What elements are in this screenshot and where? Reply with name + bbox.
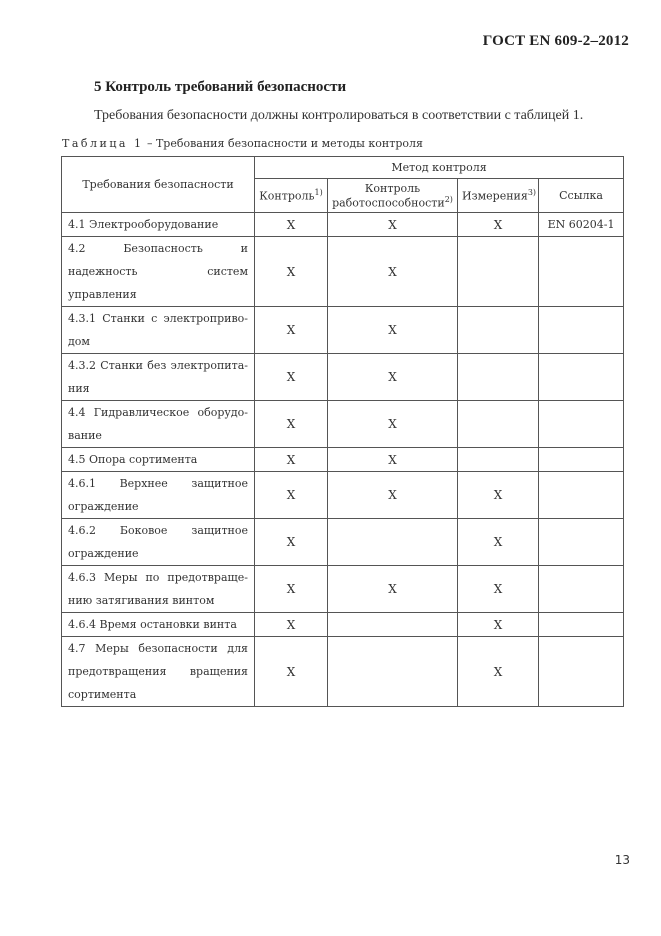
cell-performance: X — [328, 354, 458, 401]
cell-requirement: 4.3.1 Станки с электроприводом — [62, 307, 255, 354]
cell-performance — [328, 613, 458, 637]
cell-performance — [328, 519, 458, 566]
cell-performance — [328, 637, 458, 707]
cell-requirement: 4.6.1 Верхнее защитное ограждение — [62, 472, 255, 519]
table-row — [62, 448, 624, 472]
table-row — [62, 307, 624, 354]
table-row — [62, 566, 624, 613]
cell-measurement — [458, 401, 539, 448]
cell-control: X — [255, 637, 328, 707]
cell-control: X — [255, 448, 328, 472]
cell-requirement: 4.3.2 Станки без электропитания — [62, 354, 255, 401]
header-performance-note: 2) — [444, 194, 453, 204]
requirements-table — [61, 156, 624, 707]
document-header: ГОСТ EN 609-2–2012 — [482, 33, 629, 49]
cell-measurement — [458, 354, 539, 401]
cell-performance: X — [328, 237, 458, 307]
table-row — [62, 237, 624, 307]
table-row — [62, 613, 624, 637]
cell-reference — [539, 237, 624, 307]
cell-requirement: 4.6.4 Время остановки винта — [62, 613, 255, 637]
cell-control: X — [255, 519, 328, 566]
cell-requirement: 4.7 Меры безопасности для предотвращения вращения сортимента — [62, 637, 255, 707]
cell-performance: X — [328, 448, 458, 472]
cell-performance: X — [328, 566, 458, 613]
cell-control: X — [255, 354, 328, 401]
header-reference: Ссылка — [539, 179, 624, 213]
cell-measurement — [458, 307, 539, 354]
cell-requirement: 4.2 Безопасность и надежность систем управления — [62, 237, 255, 307]
cell-reference — [539, 519, 624, 566]
cell-reference — [539, 613, 624, 637]
header-control-label: Контроль — [259, 189, 315, 203]
cell-measurement: X — [458, 472, 539, 519]
header-performance — [328, 179, 458, 213]
cell-reference: EN 60204-1 — [539, 213, 624, 237]
cell-reference — [539, 401, 624, 448]
cell-control: X — [255, 213, 328, 237]
cell-measurement — [458, 448, 539, 472]
header-measurement-label: Измерения — [462, 189, 528, 203]
cell-requirement: 4.4 Гидравлическое оборудование — [62, 401, 255, 448]
cell-measurement — [458, 237, 539, 307]
cell-control: X — [255, 401, 328, 448]
cell-control: X — [255, 566, 328, 613]
cell-requirement: 4.6.3 Меры по предотвращению затягивания винтом — [62, 566, 255, 613]
header-control — [255, 179, 328, 213]
cell-reference — [539, 307, 624, 354]
cell-reference — [539, 472, 624, 519]
table-row — [62, 637, 624, 707]
table-caption-label: Таблица 1 — [62, 137, 144, 150]
header-measurement — [458, 179, 539, 213]
cell-reference — [539, 354, 624, 401]
cell-performance: X — [328, 307, 458, 354]
cell-performance: X — [328, 401, 458, 448]
table-row — [62, 519, 624, 566]
section-title: 5 Контроль требований безопасности — [94, 79, 347, 95]
cell-reference — [539, 448, 624, 472]
table-caption-text: – Требования безопасности и методы контроля — [143, 137, 423, 150]
cell-measurement: X — [458, 519, 539, 566]
table-row — [62, 401, 624, 448]
page-number: 13 — [614, 853, 630, 867]
cell-performance: X — [328, 472, 458, 519]
header-method: Метод контроля — [255, 157, 624, 179]
cell-measurement: X — [458, 613, 539, 637]
header-measurement-note: 3) — [527, 188, 537, 198]
cell-requirement: 4.1 Электрооборудование — [62, 213, 255, 237]
cell-requirement: 4.6.2 Боковое защитное ограждение — [62, 519, 255, 566]
cell-performance: X — [328, 213, 458, 237]
table-row — [62, 354, 624, 401]
header-requirements: Требования безопасности — [62, 157, 255, 213]
cell-reference — [539, 637, 624, 707]
table-caption — [62, 137, 423, 150]
header-control-note: 1) — [314, 188, 323, 198]
cell-measurement: X — [458, 566, 539, 613]
table-row — [62, 472, 624, 519]
cell-measurement: X — [458, 213, 539, 237]
cell-control: X — [255, 307, 328, 354]
intro-paragraph: Требования безопасности должны контролироваться в соответствии с таблицей 1. — [94, 108, 584, 123]
cell-measurement: X — [458, 637, 539, 707]
header-performance-label: Контроль работоспособности — [332, 181, 445, 210]
cell-control: X — [255, 613, 328, 637]
cell-reference — [539, 566, 624, 613]
cell-control: X — [255, 237, 328, 307]
table-row — [62, 213, 624, 237]
cell-control: X — [255, 472, 328, 519]
cell-requirement: 4.5 Опора сортимента — [62, 448, 255, 472]
